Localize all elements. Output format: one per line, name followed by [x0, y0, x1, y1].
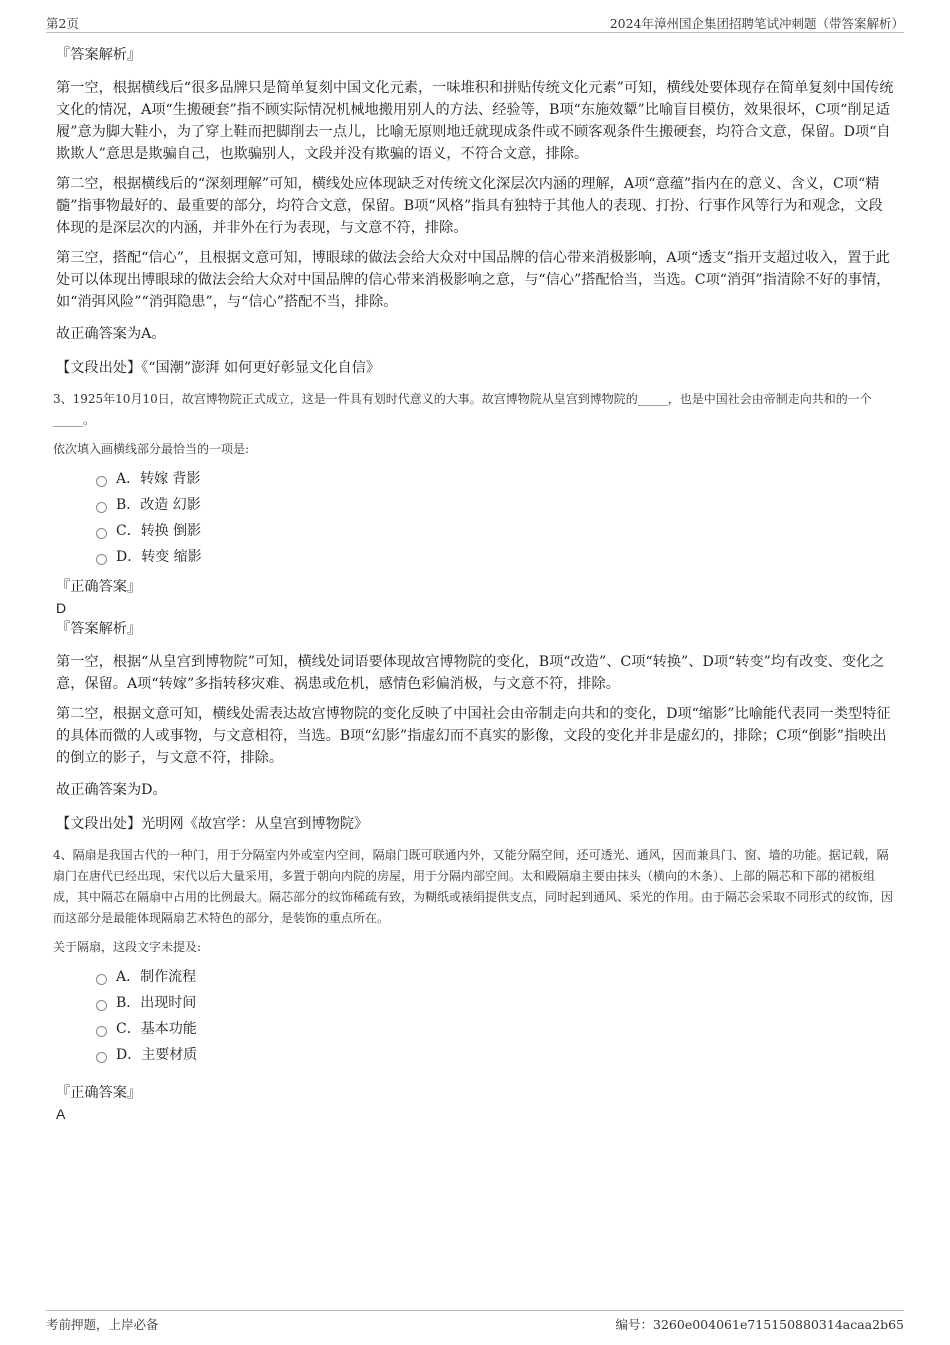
q3-option-d[interactable]: D．转变 缩影 [96, 544, 896, 570]
q4-answer-label: 『正确答案』 [56, 1085, 142, 1101]
q4-answer: A [56, 1106, 66, 1122]
q3-answer: D [56, 600, 67, 616]
q4-prompt: 关于隔扇，这段文字未提及: [53, 940, 202, 954]
q2-analysis-para3: 第三空，搭配“信心”，且根据文意可知，博眼球的做法会给大众对中国品牌的信心带来消极影响，A项“透支”指开支超过收入，置于此处可以体现出博眼球的做法会给大众对中国品牌的信心带来消极影响之意，与“信心”搭配恰当，当选。C项“消弭”指清除不好的事情，如“消弭风险”“消弭隐患”，与“信心”搭配不当，排除。 [56, 250, 891, 310]
radio-icon[interactable] [96, 554, 107, 565]
q3-source: 【文段出处】光明网《故宫学：从皇宫到博物院》 [56, 816, 369, 832]
page-number: 第2页 [46, 16, 79, 31]
q3-option-c[interactable]: C．转换 倒影 [96, 518, 896, 544]
q4-options [96, 964, 896, 1068]
q2-conclusion: 故正确答案为A。 [56, 326, 166, 342]
radio-icon[interactable] [96, 1052, 107, 1063]
q3-analysis-para1: 第一空，根据“从皇宫到博物院”可知，横线处词语要体现故宫博物院的变化，B项“改造”、C项“转换”、D项“转变”均有改变、变化之意，保留。A项“转嫁”多指转移灾难、祸患或危机，感情色彩偏消极，与文意不符，排除。 [56, 654, 885, 692]
radio-icon[interactable] [96, 502, 107, 513]
q3-option-b[interactable]: B．改造 幻影 [96, 492, 896, 518]
radio-icon[interactable] [96, 1026, 107, 1037]
radio-icon[interactable] [96, 528, 107, 539]
q2-source: 【文段出处】《“国潮”澎湃 如何更好彰显文化自信》 [56, 360, 381, 376]
q2-analysis-para1: 第一空，根据横线后“很多品牌只是简单复刻中国文化元素，一味堆积和拼贴传统文化元素”可知，横线处要体现存在简单复刻中国传统文化的情况，A项“生搬硬套”指不顾实际情况机械地搬用别人的方法、经验等，B项“东施效颦”比喻盲目模仿，效果很坏，C项“削足适履”意为脚大鞋小，为了穿上鞋而把脚削去一点儿，比喻无原则地迁就现成条件或不顾客观条件生搬硬套，均符合文意，保留。D项“自欺欺人”意思是欺骗自己，也欺骗别人，文段并没有欺骗的语义，不符合文意，排除。 [56, 80, 894, 162]
page-header [46, 14, 904, 33]
q2-analysis-label: 『答案解析』 [56, 47, 142, 63]
q3-answer-label: 『正确答案』 [56, 579, 142, 595]
radio-icon[interactable] [96, 974, 107, 985]
q3-analysis-label: 『答案解析』 [56, 621, 142, 637]
page-footer [46, 1310, 904, 1332]
footer-slogan: 考前押题，上岸必备 [46, 1317, 159, 1332]
document-title: 2024年漳州国企集团招聘笔试冲刺题（带答案解析） [609, 16, 904, 31]
radio-icon[interactable] [96, 476, 107, 487]
radio-icon[interactable] [96, 1000, 107, 1011]
main-content [53, 44, 896, 1124]
q4-option-d[interactable]: D．主要材质 [96, 1042, 896, 1068]
q3-conclusion: 故正确答案为D。 [56, 782, 167, 798]
q4-option-c[interactable]: C．基本功能 [96, 1016, 896, 1042]
q3-option-a[interactable]: A．转嫁 背影 [96, 466, 896, 492]
q3-prompt: 依次填入画横线部分最恰当的一项是: [53, 442, 250, 456]
q4-stem: 4、隔扇是我国古代的一种门，用于分隔室内外或室内空间，隔扇门既可联通内外，又能分隔空间，还可透光、通风，因而兼具门、窗、墙的功能。据记载，隔扇门在唐代已经出现，宋代以后大量采用，多置于朝向内院的房屋，用于分隔内部空间。太和殿隔扇主要由抹头（横向的木条）、上部的隔芯和下部的裙板组成，其中隔芯在隔扇中占用的比例最大。隔芯部分的纹饰稀疏有致，为糊纸或裱绢提供支点，同时起到通风、采光的作用。由于隔芯会采取不同形式的纹饰，因而这部分是最能体现隔扇艺术特色的部分，是装饰的重点所在。 [53, 848, 894, 925]
q3-analysis-para2: 第二空，根据文意可知，横线处需表达故宫博物院的变化反映了中国社会由帝制走向共和的变化，D项“缩影”比喻能代表同一类型特征的具体而微的人或事物，与文意相符，当选。B项“幻影”指虚幻而不真实的影像，文段的变化并非是虚幻的，排除；C项“倒影”指映出的倒立的影子，与文意不符，排除。 [56, 706, 891, 766]
q4-option-b[interactable]: B．出现时间 [96, 990, 896, 1016]
q2-analysis-para2: 第二空，根据横线后的“深刻理解”可知，横线处应体现缺乏对传统文化深层次内涵的理解，A项“意蕴”指内在的意义、含义，C项“精髓”指事物最好的、最重要的部分，均符合文意，保留。B项“风格”指具有独特于其他人的表现、打扮、行事作风等行为和观念，文段体现的是深层次的内涵，并非外在行为表现，与文意不符，排除。 [56, 176, 883, 236]
q3-stem: 3、1925年10月10日，故宫博物院正式成立，这是一件具有划时代意义的大事。故宫博物院从皇宫到博物院的_____，也是中国社会由帝制走向共和的一个_____。 [53, 392, 872, 427]
q4-option-a[interactable]: A．制作流程 [96, 964, 896, 990]
document-id: 编号：3260e004061e715150880314acaa2b65 [615, 1317, 904, 1332]
q3-options [96, 466, 896, 570]
